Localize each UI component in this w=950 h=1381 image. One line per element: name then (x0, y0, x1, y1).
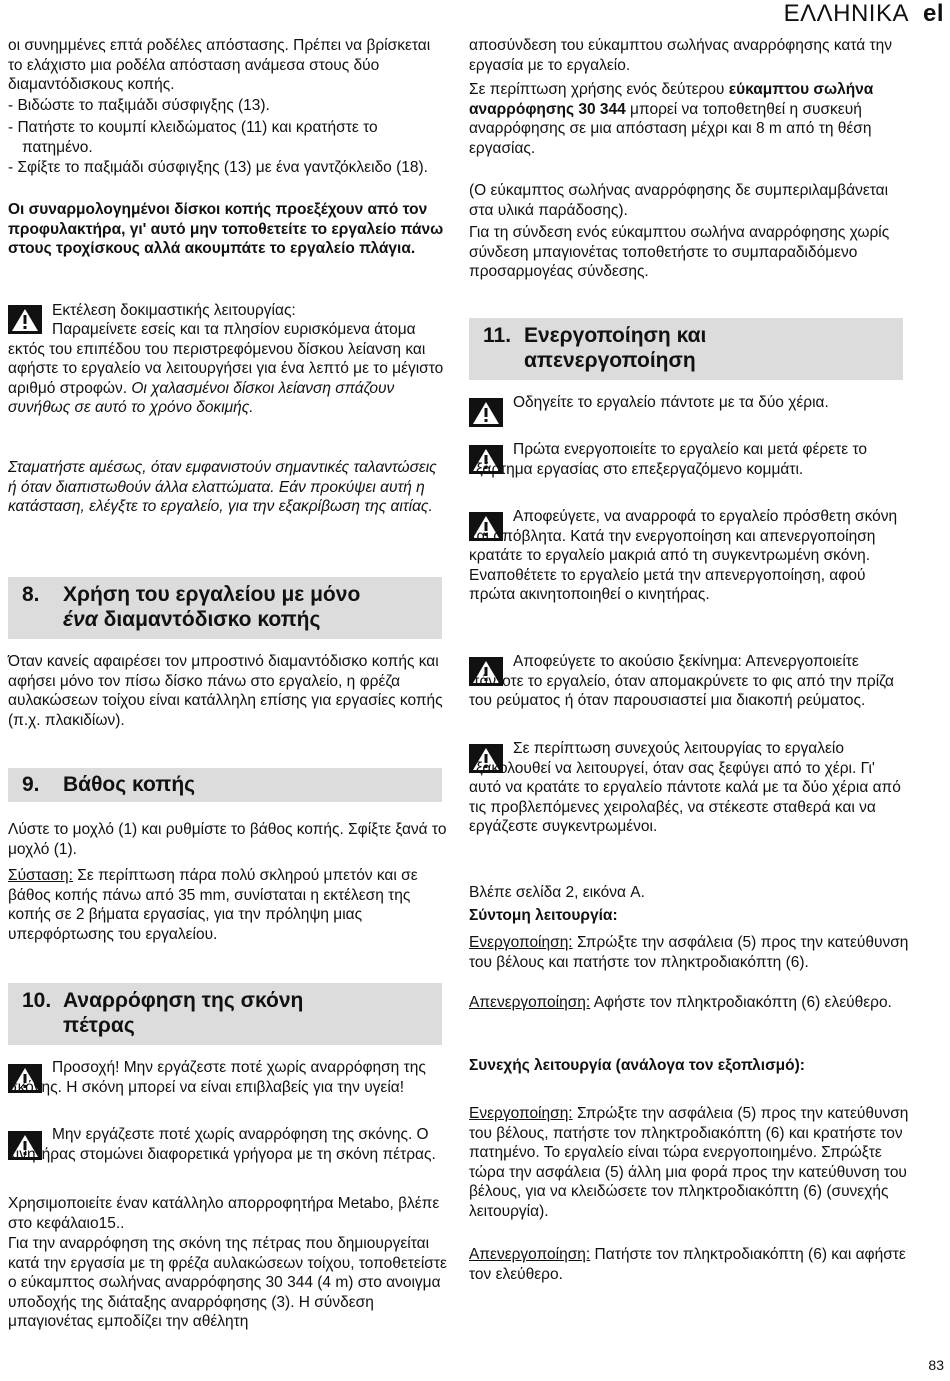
continuous-operation-heading: Συνεχής λειτουργία (ανάλογα τον εξοπλισμό): (469, 1057, 805, 1074)
warning-text: Αποφεύγετε, να αναρροφά το εργαλείο πρόσθετη σκόνη και απόβλητα. Κατά την ενεργοποίηση και απενεργοποίηση κρατάτε το εργαλείο μακριά από τη συγκεντρωμένη σκόνη. Εναποθέτετε το εργαλείο μετά την απενεργοποίηση, αφού πρώτα ακινητοποιηθεί ο κινητήρας. (469, 508, 898, 604)
test-run-heading (8, 301, 448, 321)
header-language-code: el (922, 0, 944, 27)
test-run-body: Παραμείνετε εσείς και τα πλησίον ευρισκόμενα άτομα εκτός του επιπέδου του περιστρεφόμενου δίσκου λείανση και αφήστε το εργαλείο να λειτουργήσει για ένα λεπτό με το μέγιστο αριθμό στροφών. (8, 321, 444, 397)
section-number: 9. (22, 773, 40, 796)
page-header (784, 0, 944, 28)
short-operation-heading: Σύντομη λειτουργία: (469, 907, 618, 924)
on-text: Σπρώξτε την ασφάλεια (5) προς την κατεύθυνση του βέλους και πατήστε τον πληκτροδιακόπτη (6). (469, 934, 909, 971)
off-label: Απενεργοποίηση: (469, 1246, 591, 1263)
off-text: Αφήστε τον πληκτροδιακόπτη (6) ελεύθερο. (593, 994, 892, 1011)
paragraph: Για τη σύνδεση ενός εύκαμπτου σωλήνα αναρρόφησης χωρίς σύνδεση μπαγιονέτας τοποθετήστε το συμπαραδιδόμενο προσαρμογέας σύνδεσης. (469, 224, 890, 281)
list-item: - Σφίξτε το παξιμάδι σύσφιγξης (13) με ένα γαντζόκλειδο (18). (8, 159, 428, 176)
section-number: 8. (22, 583, 40, 606)
test-run-warning: Σταματήστε αμέσως, όταν εμφανιστούν σημαντικές ταλαντώσεις ή όταν διαπιστωθούν άλλα ελαττώματα. Εάν προκύψει αυτή η κατάσταση, ελέγξτε το εργαλείο, για την εξακρίβωση της αιτίας. (8, 459, 437, 516)
section-title-rest: διαμαντόδισκο κοπής (103, 608, 321, 631)
warning-text: Πρώτα ενεργοποιείτε το εργαλείο και μετά φέρετε το εξάρτημα εργασίας στο επεξεργαζόμενο κομμάτι. (469, 441, 867, 478)
bold-note: Οι συναρμολογημένοι δίσκοι κοπής προεξέχουν από τον προφυλακτήρα, γι' αυτό μην τοποθετείτε το εργαλείο πάνω στους τροχίσκους αλλά ακουμπάτε το εργαλείο πλάγια. (8, 201, 444, 258)
see-page: Βλέπε σελίδα 2, εικόνα A. (469, 884, 645, 901)
section-title-emphasis: ένα (63, 608, 98, 631)
section-8-text: Όταν κανείς αφαιρέσει τον μπροστινό διαμαντόδισκο κοπής και αφήσει μόνο τον πίσω δίσκο πάνω στο εργαλείο, η φρέζα αυλακώσεων τοίχου είναι κατάλληλη επίσης για εργασίες κοπής (π.χ. πλακιδίων). (8, 653, 443, 729)
section-9-text: Λύστε το μοχλό (1) και ρυθμίστε το βάθος κοπής. Σφίξτε ξανά το μοχλό (1). (8, 821, 447, 858)
warning-text: Σε περίπτωση συνεχούς λειτουργίας το εργαλείο εξακολουθεί να λειτουργεί, όταν σας ξεφύγει από το χέρι. Γι' αυτό να κρατάτε το εργαλείο πάντοτε καλά με τα δύο χέρια από τις προβλεπόμενες χειρολαβές, να στέκεστε σταθερά και να εργάζεστε συγκεντρωμένοι. (469, 740, 901, 836)
recommendation (8, 866, 448, 944)
section-title: Χρήση του εργαλείου με μόνο (63, 583, 361, 606)
section-11-heading (469, 318, 903, 380)
on-text: Σπρώξτε την ασφάλεια (5) προς την κατεύθυνση του βέλους, πατήστε τον πληκτροδιακόπτη (6) και κρατήστε τον πατημένο. Το εργαλείο είναι τώρα ενεργοποιημένο. Σπρώξτε τώρα την ασφάλεια (5) άλλη μια φορά προς την κατεύθυνση του βέλους, για να κλειδώσετε τον πληκτροδιακόπτη (6) (συνεχής λειτουργία). (469, 1105, 909, 1220)
warning-text: Αποφεύγετε το ακούσιο ξεκίνημα: Απενεργοποιείτε πάντοτε το εργαλείο, όταν απομακρύνετε το φις από την πρίζα του ρεύματος ή όταν παρουσιαστεί μια διακοπή ρεύματος. (469, 653, 894, 710)
test-run-italic: Οι χαλασμένοι δίσκοι λείανση σπάζουν συνήθως σε αυτό το χρόνο δοκιμής. (8, 379, 395, 417)
page-number: 83 (928, 1357, 944, 1373)
warning-text: Οδηγείτε το εργαλείο πάντοτε με τα δύο χέρια. (513, 394, 829, 411)
recommendation-text: Σε περίπτωση πάρα πολύ σκληρού μπετόν και σε βάθος κοπής πάνω από 35 mm, συνίσταται η εκτέλεση της κοπής σε 2 βήματα εργασίας, για την πρόληψη μιας υπερφόρτωσης του εργαλείου. (8, 867, 418, 943)
paragraph-second-hose (469, 80, 909, 158)
warning-text: Μην εργάζεστε ποτέ χωρίς αναρρόφηση της σκόνης. Ο κινητήρας στομώνει διαφορετικά γρήγορα με τη σκόνη πέτρας. (8, 1126, 436, 1163)
text: Σε περίπτωση χρήσης ενός δεύτερου (469, 81, 725, 98)
section-number: 10. (22, 989, 52, 1012)
section-8-heading (8, 577, 442, 639)
paragraph-metabo: Χρησιμοποιείτε έναν κατάλληλο απορροφητήρα Metabo, βλέπε στο κεφάλαιο15.. (8, 1195, 440, 1232)
recommendation-label: Σύσταση: (8, 867, 73, 884)
paragraph-spacers: οι συνημμένες επτά ροδέλες απόστασης. Πρέπει να βρίσκεται το ελάχιστο μια ροδέλα απόσταση ανάμεσα στους δύο διαμαντόδισκους κοπής. (8, 37, 431, 94)
section-title: Βάθος κοπής (63, 773, 196, 796)
section-9-heading (8, 768, 442, 802)
on-label: Ενεργοποίηση: (469, 1105, 573, 1122)
list-item: - Πατήστε το κουμπί κλειδώματος (11) και κρατήστε το πατημένο. (8, 119, 378, 156)
continuous-operation-off (469, 1245, 909, 1284)
paragraph: αποσύνδεση του εύκαμπτου σωλήνας αναρρόφησης κατά την εργασία με το εργαλείο. (469, 37, 893, 74)
text: μπορεί να τοποθετηθεί η συσκευή αναρρόφησης σε μια απόσταση μέχρι και 8 m από τη θέση εργασίας. (469, 100, 872, 157)
section-number: 11. (483, 324, 512, 347)
continuous-operation-on (469, 1104, 909, 1222)
warning-text: Προσοχή! Μην εργάζεστε ποτέ χωρίς αναρρόφηση της σκόνης. Η σκόνη μπορεί να είναι επιβλαβείς για την υγεία! (8, 1059, 426, 1096)
bold-text: εύκαμπτου σωλήνα αναρρόφησης 30 344 (469, 81, 874, 118)
test-run-title: Εκτέλεση δοκιμαστικής λειτουργίας: (52, 302, 296, 319)
off-label: Απενεργοποίηση: (469, 994, 591, 1011)
test-run-text (8, 320, 448, 418)
off-text: Πατήστε τον πληκτροδιακόπτη (6) και αφήστε τον ελεύθερο. (469, 1246, 906, 1283)
section-title: Ενεργοποίηση και απενεργοποίηση (524, 324, 707, 372)
header-language: ΕΛΛΗΝΙΚΑ (783, 0, 909, 27)
on-label: Ενεργοποίηση: (469, 934, 573, 951)
list-item: - Βιδώστε το παξιμάδι σύσφιγξης (13). (8, 97, 270, 114)
section-title: Αναρρόφηση της σκόνη πέτρας (63, 989, 304, 1037)
section-10-heading (8, 983, 442, 1045)
paragraph: (Ο εύκαμπτος σωλήνας αναρρόφησης δε συμπεριλαμβάνεται στα υλικά παράδοσης). (469, 182, 889, 219)
short-operation-on (469, 933, 909, 972)
paragraph-hose: Για την αναρρόφηση της σκόνη της πέτρας που δημιουργείται κατά την εργασία με τη φρέζα αυλακώσεων τοίχου, τοποθετείστε ο εύκαμπτος σωλήνας αναρρόφησης 30 344 (4 m) στο ανοιγμα υποδοχής της διάταξης αναρρόφησης (3). Η σύνδεση μπαγιονέτας εμποδίζει την αθέλητη (8, 1235, 447, 1331)
short-operation-off (469, 993, 909, 1013)
